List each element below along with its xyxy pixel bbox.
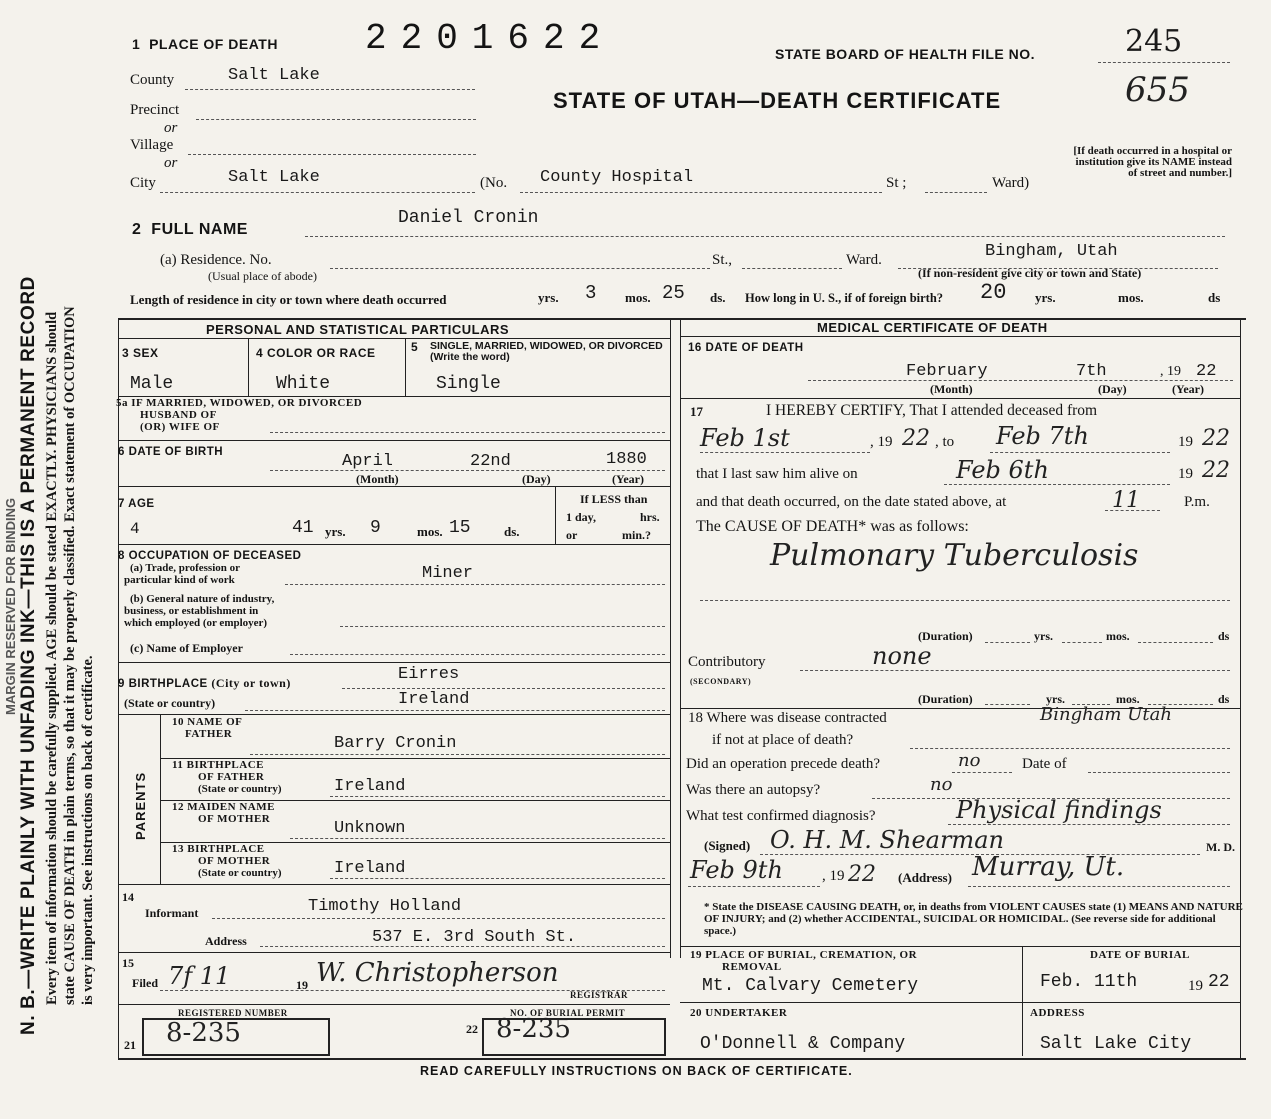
dod-month-label: (Month) — [930, 382, 973, 396]
filed-num: 15 — [122, 956, 134, 970]
residence-st-label: St., — [712, 252, 733, 268]
operation-value: no — [958, 750, 981, 771]
street-no-label: (No. — [480, 175, 508, 191]
signed-date: Feb 9th — [690, 856, 783, 884]
medical-header: MEDICAL CERTIFICATE OF DEATH — [817, 320, 1048, 335]
precinct-label: Precinct — [130, 102, 180, 118]
occurred-label: and that death occurred, on the date stated above, at — [696, 494, 1007, 510]
length-ds-label: ds. — [710, 290, 726, 305]
margin-ink-note: N. B.—WRITE PLAINLY WITH UNFADING INK—THIS IS A PERMANENT RECORD — [18, 275, 39, 1035]
dod-day-label: (Day) — [1098, 382, 1127, 396]
father-birthplace-value: Ireland — [334, 777, 406, 796]
footer-instructions: READ CAREFULLY INSTRUCTIONS ON BACK OF CERTIFICATE. — [420, 1064, 853, 1078]
filed-year-prefix: 19 — [296, 978, 308, 992]
registrar-signature: W. Christopherson — [316, 958, 559, 988]
burial-place-label-1: 19 PLACE OF BURIAL, CREMATION, OR — [690, 949, 918, 961]
margin-instruction-1: Every item of information should be carefully supplied. AGE should be stated EXACTLY. PHYSICIANS should — [44, 311, 60, 1005]
file-no-label: STATE BOARD OF HEALTH FILE NO. — [775, 46, 1035, 62]
birthplace-state-label: (State or country) — [124, 696, 216, 710]
test-value: Physical findings — [956, 796, 1162, 824]
burial-year: 22 — [1208, 972, 1230, 992]
employer-label: (c) Name of Employer — [130, 641, 243, 655]
age-ds-label: ds. — [504, 524, 520, 539]
occupation-a-1: (a) Trade, profession or — [130, 562, 240, 574]
dod-year: 22 — [1196, 362, 1217, 381]
duration-mos-2: mos. — [1116, 692, 1140, 706]
from-year-prefix: , 19 — [870, 434, 893, 450]
burial-date-label: DATE OF BURIAL — [1090, 949, 1190, 961]
or-label-1: or — [164, 120, 178, 136]
dob-day-label: (Day) — [522, 472, 551, 486]
registered-number-item: 21 — [124, 1038, 136, 1052]
occupation-b-2: business, or establishment in — [124, 605, 259, 617]
father-label-2: FATHER — [185, 728, 233, 740]
dob-label: 6 DATE OF BIRTH — [118, 446, 224, 458]
or-label: or — [566, 528, 578, 542]
duration-ds-2: ds — [1218, 692, 1230, 706]
footnote: * State the DISEASE CAUSING DEATH, or, in deaths from VIOLENT CAUSES state (1) MEANS AND NATURE OF INJURY; and (2) whether ACCIDENTAL, SUICIDAL OR HOMICIDAL. (See reverse side for additional space.) — [704, 901, 1243, 937]
duration-ds-1: ds — [1218, 629, 1230, 643]
contracted-label-2: if not at place of death? — [712, 732, 854, 748]
us-mos-label: mos. — [1118, 290, 1144, 305]
duration-mos-1: mos. — [1106, 629, 1130, 643]
length-mos-label: mos. — [625, 290, 651, 305]
last-saw-year: 22 — [1202, 458, 1230, 483]
time-value: 11 — [1112, 488, 1140, 513]
operation-date-label: Date of — [1022, 756, 1067, 772]
usual-place-label: (Usual place of abode) — [208, 269, 317, 283]
doctor-address-label: (Address) — [898, 870, 952, 885]
length-yrs-value: 3 — [585, 282, 597, 304]
county-value: Salt Lake — [228, 66, 320, 85]
informant-label: Informant — [145, 906, 199, 920]
age-mos-label: mos. — [417, 524, 443, 539]
us-length-label: How long in U. S., if of foreign birth? — [745, 291, 944, 305]
dod-year-label: (Year) — [1172, 382, 1204, 396]
city-value: Salt Lake — [228, 168, 320, 187]
length-mos-value: 25 — [662, 282, 685, 304]
informant-address-value: 537 E. 3rd South St. — [372, 928, 577, 947]
burial-permit-value: 8-235 — [496, 1014, 571, 1044]
mother-label-2: OF MOTHER — [198, 813, 271, 825]
ward-label: Ward) — [992, 175, 1030, 191]
duration-yrs-2: yrs. — [1046, 692, 1065, 706]
spouse-label-1: 5a IF MARRIED, WIDOWED, OR DIVORCED — [116, 397, 363, 409]
certify-text: I HEREBY CERTIFY, That I attended deceased from — [766, 402, 1098, 419]
md-label: M. D. — [1206, 840, 1235, 854]
parents-label: PARENTS — [133, 771, 148, 840]
full-name-value: Daniel Cronin — [398, 208, 539, 228]
personal-header: PERSONAL AND STATISTICAL PARTICULARS — [206, 322, 510, 337]
village-label: Village — [130, 137, 174, 153]
us-yrs-label: yrs. — [1035, 290, 1056, 305]
signed-year-prefix: , 19 — [822, 868, 845, 884]
color-label: 4 COLOR OR RACE — [256, 346, 376, 360]
pm-label: P.m. — [1184, 494, 1210, 510]
dod-label: 16 DATE OF DEATH — [688, 342, 804, 354]
cause-label: The CAUSE OF DEATH* was as follows: — [696, 518, 969, 535]
undertaker-address-value: Salt Lake City — [1040, 1034, 1192, 1054]
age-years: 41 — [292, 518, 314, 538]
margin-instruction-3: is very important. See instructions on back of certificate. — [80, 655, 96, 1005]
item-17: 17 — [690, 404, 703, 419]
color-value: White — [276, 374, 331, 394]
marital-label: SINGLE, MARRIED, WIDOWED, OR DIVORCED (Write the word) — [430, 340, 663, 363]
autopsy-label: Was there an autopsy? — [686, 782, 821, 798]
less-than-label: If LESS than — [580, 492, 648, 506]
residence-city-value: Bingham, Utah — [985, 242, 1118, 261]
duration-label-2: (Duration) — [918, 692, 973, 706]
burial-permit-item: 22 — [466, 1022, 478, 1036]
st-label: St ; — [886, 175, 907, 191]
undertaker-label: 20 UNDERTAKER — [690, 1007, 788, 1019]
length-yrs-label: yrs. — [538, 290, 559, 305]
secondary-label: (SECONDARY) — [690, 677, 752, 686]
marital-num: 5 — [411, 340, 419, 354]
burial-date-value: Feb. 11th — [1040, 972, 1138, 992]
birthplace-label: 9 BIRTHPLACE (City or town) — [118, 676, 291, 690]
institution-value: County Hospital — [540, 168, 694, 187]
marital-value: Single — [436, 374, 501, 394]
residence-ward-label: Ward. — [846, 252, 882, 268]
margin-binding-note: MARGIN RESERVED FOR BINDING — [3, 497, 18, 715]
sex-label: 3 SEX — [122, 346, 159, 360]
city-label: City — [130, 175, 156, 191]
father-value: Barry Cronin — [334, 734, 457, 753]
informant-value: Timothy Holland — [308, 897, 462, 916]
father-label-1: 10 NAME OF — [172, 716, 243, 728]
age-mark: 4 — [130, 520, 140, 538]
dob-day: 22nd — [470, 452, 511, 471]
father-bp-label-2: OF FATHER — [198, 771, 265, 783]
residence-label: (a) Residence. No. — [160, 252, 272, 268]
undertaker-address-label: ADDRESS — [1030, 1007, 1085, 1019]
spouse-label-3: (OR) WIFE OF — [140, 421, 220, 433]
birthplace-city-value: Eirres — [398, 665, 460, 684]
mother-birthplace-value: Ireland — [334, 859, 406, 878]
mother-bp-label-1: 13 BIRTHPLACE — [172, 843, 265, 855]
dod-year-prefix: , 19 — [1160, 364, 1181, 379]
contracted-value: Bingham Utah — [1040, 704, 1172, 725]
min-label: min.? — [622, 528, 652, 542]
attended-from-date: Feb 1st — [700, 424, 790, 452]
age-months: 9 — [370, 518, 381, 538]
last-saw-year-prefix: 19 — [1178, 466, 1193, 482]
us-yrs-value: 20 — [980, 280, 1007, 305]
dob-year: 1880 — [606, 450, 647, 469]
certificate-title: STATE OF UTAH—DEATH CERTIFICATE — [553, 88, 1002, 113]
occupation-value: Miner — [422, 564, 474, 583]
duration-label-1: (Duration) — [918, 629, 973, 643]
registered-number-value: 8-235 — [166, 1018, 241, 1048]
test-label: What test confirmed diagnosis? — [686, 808, 876, 824]
occupation-a-2: particular kind of work — [124, 574, 235, 586]
dod-day: 7th — [1076, 362, 1107, 381]
margin-instruction-2: state CAUSE OF DEATH in plain terms, so that it may be properly classified. Exact statement of OCCUPATION — [62, 306, 78, 1005]
contracted-label-1: 18 Where was disease contracted — [688, 710, 887, 726]
mother-label-1: 12 MAIDEN NAME — [172, 801, 275, 813]
autopsy-value: no — [930, 774, 953, 795]
occupation-label: 8 OCCUPATION OF DECEASED — [118, 550, 302, 562]
mother-value: Unknown — [334, 819, 406, 838]
operation-label: Did an operation precede death? — [686, 756, 881, 772]
to-year: 22 — [1202, 426, 1230, 451]
dob-month: April — [342, 452, 394, 471]
dob-month-label: (Month) — [356, 472, 399, 486]
signed-value: O. H. M. Shearman — [770, 826, 1004, 854]
father-bp-label-1: 11 BIRTHPLACE — [172, 759, 264, 771]
signed-year: 22 — [848, 862, 876, 887]
to-label: , to — [935, 434, 955, 450]
doctor-address: Murray, Ut. — [972, 852, 1125, 882]
mother-bp-label-2: OF MOTHER — [198, 855, 271, 867]
one-day-label: 1 day, — [566, 510, 597, 524]
spouse-label-2: HUSBAND OF — [140, 409, 217, 421]
burial-place-value: Mt. Calvary Cemetery — [702, 976, 919, 996]
filed-label: Filed — [132, 976, 158, 990]
signed-label: (Signed) — [704, 838, 751, 853]
registrar-label: REGISTRAR — [570, 990, 629, 1000]
burial-permit-label: NO. OF BURIAL PERMIT — [510, 1008, 626, 1018]
age-yrs-label: yrs. — [325, 524, 346, 539]
hrs-label: hrs. — [640, 510, 660, 524]
father-bp-label-3: (State or country) — [198, 783, 282, 795]
sex-value: Male — [130, 374, 174, 394]
contributory-label: Contributory — [688, 654, 766, 670]
institution-note: [If death occurred in a hospital or institution give its NAME instead of street and number.] — [1073, 145, 1232, 179]
county-label: County — [130, 72, 175, 88]
last-saw-date: Feb 6th — [956, 456, 1049, 484]
informant-address-label: Address — [205, 934, 247, 948]
stamp-number: 2201622 — [365, 18, 615, 59]
full-name-label: 2 FULL NAME — [132, 221, 248, 238]
or-label-2: or — [164, 155, 178, 171]
undertaker-value: O'Donnell & Company — [700, 1034, 906, 1054]
dod-month: February — [906, 362, 988, 381]
file-no: 245 — [1125, 24, 1183, 59]
birthplace-country-value: Ireland — [398, 690, 470, 709]
burial-year-prefix: 19 — [1188, 978, 1203, 994]
contributory-value: none — [872, 642, 932, 670]
informant-num: 14 — [122, 890, 134, 904]
us-ds-label: ds — [1208, 290, 1221, 305]
occupation-b-1: (b) General nature of industry, — [130, 593, 275, 605]
age-label: 7 AGE — [118, 498, 155, 510]
length-residence-label: Length of residence in city or town where death occurred — [130, 292, 447, 307]
from-year: 22 — [902, 426, 930, 451]
to-year-prefix: 19 — [1178, 434, 1193, 450]
filed-date: 7f 11 — [168, 962, 231, 990]
dob-year-label: (Year) — [612, 472, 644, 486]
file-no-secondary: 655 — [1125, 70, 1190, 110]
attended-to-date: Feb 7th — [996, 422, 1089, 450]
duration-yrs-1: yrs. — [1034, 629, 1053, 643]
age-days: 15 — [449, 518, 471, 538]
nonresident-note: (If non-resident give city or town and State) — [918, 266, 1142, 280]
burial-place-label-2: REMOVAL — [722, 961, 782, 973]
place-of-death-label: 1 PLACE OF DEATH — [132, 36, 278, 52]
last-saw-label: that I last saw him alive on — [696, 466, 858, 482]
cause-value: Pulmonary Tuberculosis — [770, 538, 1139, 573]
occupation-b-3: which employed (or employer) — [124, 617, 268, 629]
mother-bp-label-3: (State or country) — [198, 867, 282, 879]
registered-number-label: REGISTERED NUMBER — [178, 1008, 288, 1018]
